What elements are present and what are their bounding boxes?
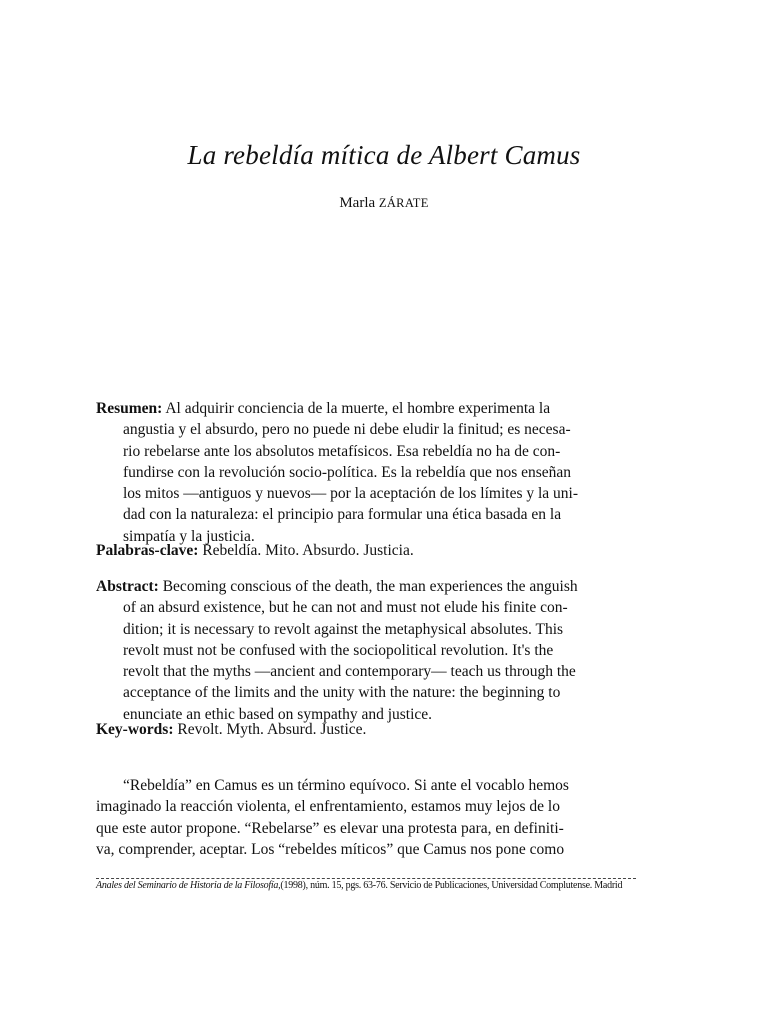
body-line-3: que este autor propone. “Rebelarse” es elevar una protesta para, en definiti- xyxy=(96,819,564,837)
key-words-line xyxy=(96,719,658,740)
resumen-line-3: rio rebelarse ante los absolutos metafísicos. Esa rebeldía no ha de con- xyxy=(123,442,561,460)
body-line-4: va, comprender, aceptar. Los “rebeldes míticos” que Camus nos pone como xyxy=(96,840,565,858)
key-words-label: Key-words: xyxy=(96,721,174,738)
author-family-name: ZÁRATE xyxy=(378,196,429,210)
author-name xyxy=(0,195,768,212)
abstract-paragraph xyxy=(96,576,658,725)
body-line-2: imaginado la reacción violenta, el enfrentamiento, estamos muy lejos de lo xyxy=(96,798,560,816)
footer-details: (1998), núm. 15, pgs. 63-76. Servicio de Publicaciones, Universidad Complutense. Madrid xyxy=(280,880,623,891)
abstract-line-3: dition; it is necessary to revolt against the metaphysical absolutes. This xyxy=(123,620,564,638)
footer-journal: Anales del Seminario de Historia de la Filosofía, xyxy=(96,880,281,891)
article-title: La rebeldía mítica de Albert Camus xyxy=(187,140,581,170)
resumen-line-5: los mitos —antiguos y nuevos— por la aceptación de los límites y la uni- xyxy=(123,485,579,503)
abstract-line-4: revolt must not be confused with the sociopolitical revolution. It's the xyxy=(123,641,554,659)
body-paragraph xyxy=(96,775,658,860)
citation-footer xyxy=(96,880,656,891)
resumen-line-2: angustia y el absurdo, pero no puede ni debe eludir la finitud; es necesa- xyxy=(123,421,571,439)
resumen-line-7: simpatía y la justicia. xyxy=(123,527,255,545)
abstract-line-2: of an absurd existence, but he can not and must not elude his finite con- xyxy=(123,599,568,617)
key-words-text: Revolt. Myth. Absurd. Justice. xyxy=(177,721,367,738)
resumen-paragraph xyxy=(96,398,658,547)
author-given-name: Marla xyxy=(339,195,376,211)
abstract-line-5: revolt that the myths —ancient and contemporary— teach us through the xyxy=(123,663,576,681)
body-line-1: “Rebeldía” en Camus es un término equívoco. Si ante el vocablo hemos xyxy=(123,777,569,794)
resumen-line-6: dad con la naturaleza: el principio para formular una ética basada en la xyxy=(123,506,562,524)
abstract-line-7: enunciate an ethic based on sympathy and justice. xyxy=(123,705,433,723)
abstract-line-6: acceptance of the limits and the unity with the nature: the beginning to xyxy=(123,684,561,702)
abstract-line-1: Abstract: Becoming conscious of the death, the man experiences the anguish xyxy=(96,578,578,595)
palabras-clave-line xyxy=(96,540,658,561)
palabras-clave-label: Palabras-clave: xyxy=(96,542,199,559)
footer-divider xyxy=(96,878,636,879)
palabras-clave-text: Rebeldía. Mito. Absurdo. Justicia. xyxy=(202,542,414,559)
resumen-line-1: Resumen: Al adquirir conciencia de la muerte, el hombre experimenta la xyxy=(96,400,551,417)
resumen-label: Resumen: xyxy=(96,400,163,417)
abstract-label: Abstract: xyxy=(96,578,159,595)
resumen-line-4: fundirse con la revolución socio-política. Es la rebeldía que nos enseñan xyxy=(123,463,572,481)
